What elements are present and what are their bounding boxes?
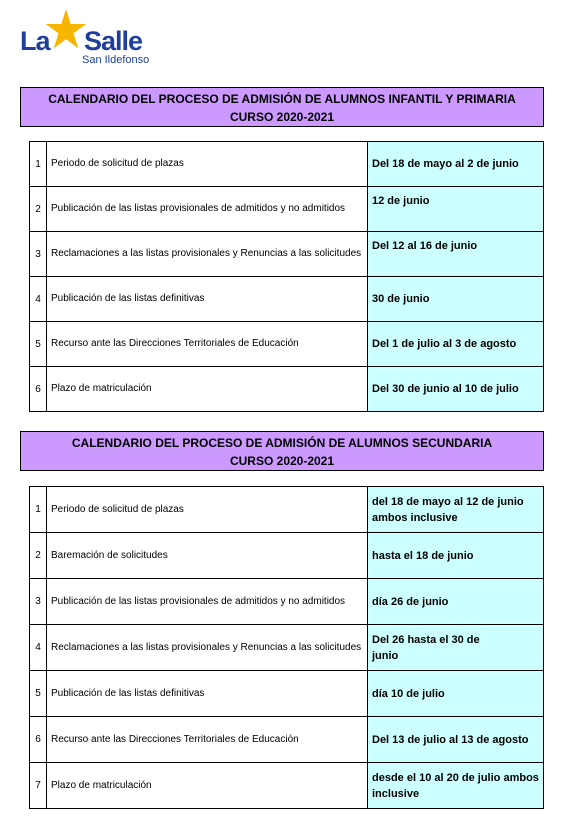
row-number: 3: [30, 579, 47, 625]
star-icon: [45, 8, 87, 50]
row-date: Del 12 al 16 de junio: [368, 232, 544, 277]
table-row: [30, 367, 544, 412]
row-number: 3: [30, 232, 47, 277]
row-date: Del 30 de junio al 10 de julio: [368, 367, 544, 412]
row-activity: Publicación de las listas definitivas: [47, 277, 368, 322]
row-activity: Recurso ante las Direcciones Territoriales de Educación: [47, 717, 368, 763]
row-date: Del 13 de julio al 13 de agosto: [368, 717, 544, 763]
section2-title: CALENDARIO DEL PROCESO DE ADMISIÓN DE ALUMNOS SECUNDARIA: [71, 436, 493, 450]
row-activity: Plazo de matriculación: [47, 367, 368, 412]
row-number: 5: [30, 322, 47, 367]
row-activity: Baremación de solicitudes: [47, 533, 368, 579]
table-row: [30, 579, 544, 625]
table-row: [30, 487, 544, 533]
table-row: [30, 232, 544, 277]
section1-course: CURSO 2020-2021: [229, 110, 335, 124]
row-date: 30 de junio: [368, 277, 544, 322]
row-number: 6: [30, 367, 47, 412]
row-number: 6: [30, 717, 47, 763]
row-activity: Publicación de las listas provisionales de admitidos y no admitidos: [47, 187, 368, 232]
table-row: [30, 187, 544, 232]
table-row: [30, 142, 544, 187]
row-date: Del 18 de mayo al 2 de junio: [368, 142, 544, 187]
section2-header: [20, 431, 544, 471]
row-date: día 26 de junio: [368, 579, 544, 625]
table-row: [30, 533, 544, 579]
table-row: [30, 277, 544, 322]
section1-table: [29, 141, 544, 412]
row-number: 1: [30, 487, 47, 533]
row-date: Del 1 de julio al 3 de agosto: [368, 322, 544, 367]
row-activity: Periodo de solicitud de plazas: [47, 142, 368, 187]
row-date: hasta el 18 de junio: [368, 533, 544, 579]
row-number: 4: [30, 625, 47, 671]
section2-course: CURSO 2020-2021: [229, 454, 335, 468]
row-date: del 18 de mayo al 12 de junio ambos inclusive: [368, 487, 544, 533]
la-salle-logo: [20, 6, 160, 72]
section1-header: [20, 87, 544, 127]
logo-text-salle: Salle: [84, 26, 143, 56]
row-activity: Publicación de las listas definitivas: [47, 671, 368, 717]
row-number: 2: [30, 187, 47, 232]
row-date: día 10 de julio: [368, 671, 544, 717]
row-date: Del 26 hasta el 30 de junio: [368, 625, 544, 671]
logo-subtitle: San Ildefonso: [82, 54, 150, 66]
table-row: [30, 763, 544, 809]
row-number: 2: [30, 533, 47, 579]
row-activity: Reclamaciones a las listas provisionales y Renuncias a las solicitudes: [47, 625, 368, 671]
table-row: [30, 717, 544, 763]
row-number: 7: [30, 763, 47, 809]
row-date: desde el 10 al 20 de julio ambos inclusive: [368, 763, 544, 809]
row-activity: Reclamaciones a las listas provisionales y Renuncias a las solicitudes: [47, 232, 368, 277]
row-date: 12 de junio: [368, 187, 544, 232]
section2-table: [29, 486, 544, 809]
row-number: 1: [30, 142, 47, 187]
row-activity: Periodo de solicitud de plazas: [47, 487, 368, 533]
table-row: [30, 671, 544, 717]
row-activity: Recurso ante las Direcciones Territoriales de Educación: [47, 322, 368, 367]
row-activity: Plazo de matriculación: [47, 763, 368, 809]
section1-title: CALENDARIO DEL PROCESO DE ADMISIÓN DE ALUMNOS INFANTIL Y PRIMARIA: [48, 92, 516, 106]
row-activity: Publicación de las listas provisionales de admitidos y no admitidos: [47, 579, 368, 625]
row-number: 4: [30, 277, 47, 322]
table-row: [30, 625, 544, 671]
row-number: 5: [30, 671, 47, 717]
logo-text-la: La: [20, 26, 50, 56]
table-row: [30, 322, 544, 367]
